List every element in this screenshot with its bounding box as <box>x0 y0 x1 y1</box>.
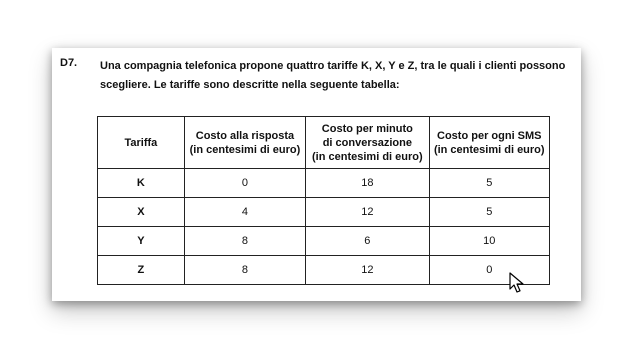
answer-cost-cell: 8 <box>184 256 305 285</box>
header-costo-risposta-line-2: (in centesimi di euro) <box>189 143 301 156</box>
table-row <box>98 169 550 198</box>
table-row <box>98 256 550 285</box>
question-number: D7. <box>60 57 78 69</box>
tariff-name-cell: K <box>98 169 185 198</box>
question-text-line-1: Una compagnia telefonica propone quattro tariffe K, X, Y e Z, tra le quali i clienti possono <box>100 60 566 72</box>
table-row <box>98 227 550 256</box>
table-header-row <box>98 117 550 169</box>
header-costo-risposta-line-1: Costo alla risposta <box>195 129 295 142</box>
answer-cost-cell: 4 <box>184 198 305 227</box>
tariff-name-cell: Z <box>98 256 185 285</box>
sms-cost-cell: 5 <box>429 169 549 198</box>
sms-cost-cell: 5 <box>429 198 549 227</box>
header-costo-sms <box>429 117 549 169</box>
header-costo-sms-line-1: Costo per ogni SMS <box>437 129 542 142</box>
header-costo-minuto-line-3: (in centesimi di euro) <box>312 150 423 163</box>
header-costo-minuto <box>306 117 429 169</box>
question-card <box>52 48 581 301</box>
header-tariffa-line-1: Tariffa <box>124 136 158 149</box>
header-costo-sms-line-2: (in centesimi di euro) <box>433 143 545 156</box>
question-text-line-2: scegliere. Le tariffe sono descritte nella seguente tabella: <box>100 79 400 91</box>
answer-cost-cell: 0 <box>184 169 305 198</box>
mouse-pointer-icon <box>509 272 525 294</box>
sms-cost-cell: 0 <box>429 256 549 285</box>
header-tariffa <box>98 117 185 169</box>
table-row <box>98 198 550 227</box>
minute-cost-cell: 18 <box>306 169 429 198</box>
sms-cost-cell: 10 <box>429 227 549 256</box>
tariff-table <box>97 116 550 285</box>
minute-cost-cell: 6 <box>306 227 429 256</box>
tariff-name-cell: X <box>98 198 185 227</box>
header-costo-minuto-line-1: Costo per minuto <box>321 122 413 135</box>
tariff-name-cell: Y <box>98 227 185 256</box>
minute-cost-cell: 12 <box>306 198 429 227</box>
header-costo-risposta <box>184 117 305 169</box>
answer-cost-cell: 8 <box>184 227 305 256</box>
minute-cost-cell: 12 <box>306 256 429 285</box>
header-costo-minuto-line-2: di conversazione <box>322 136 412 149</box>
question-text <box>100 57 570 95</box>
